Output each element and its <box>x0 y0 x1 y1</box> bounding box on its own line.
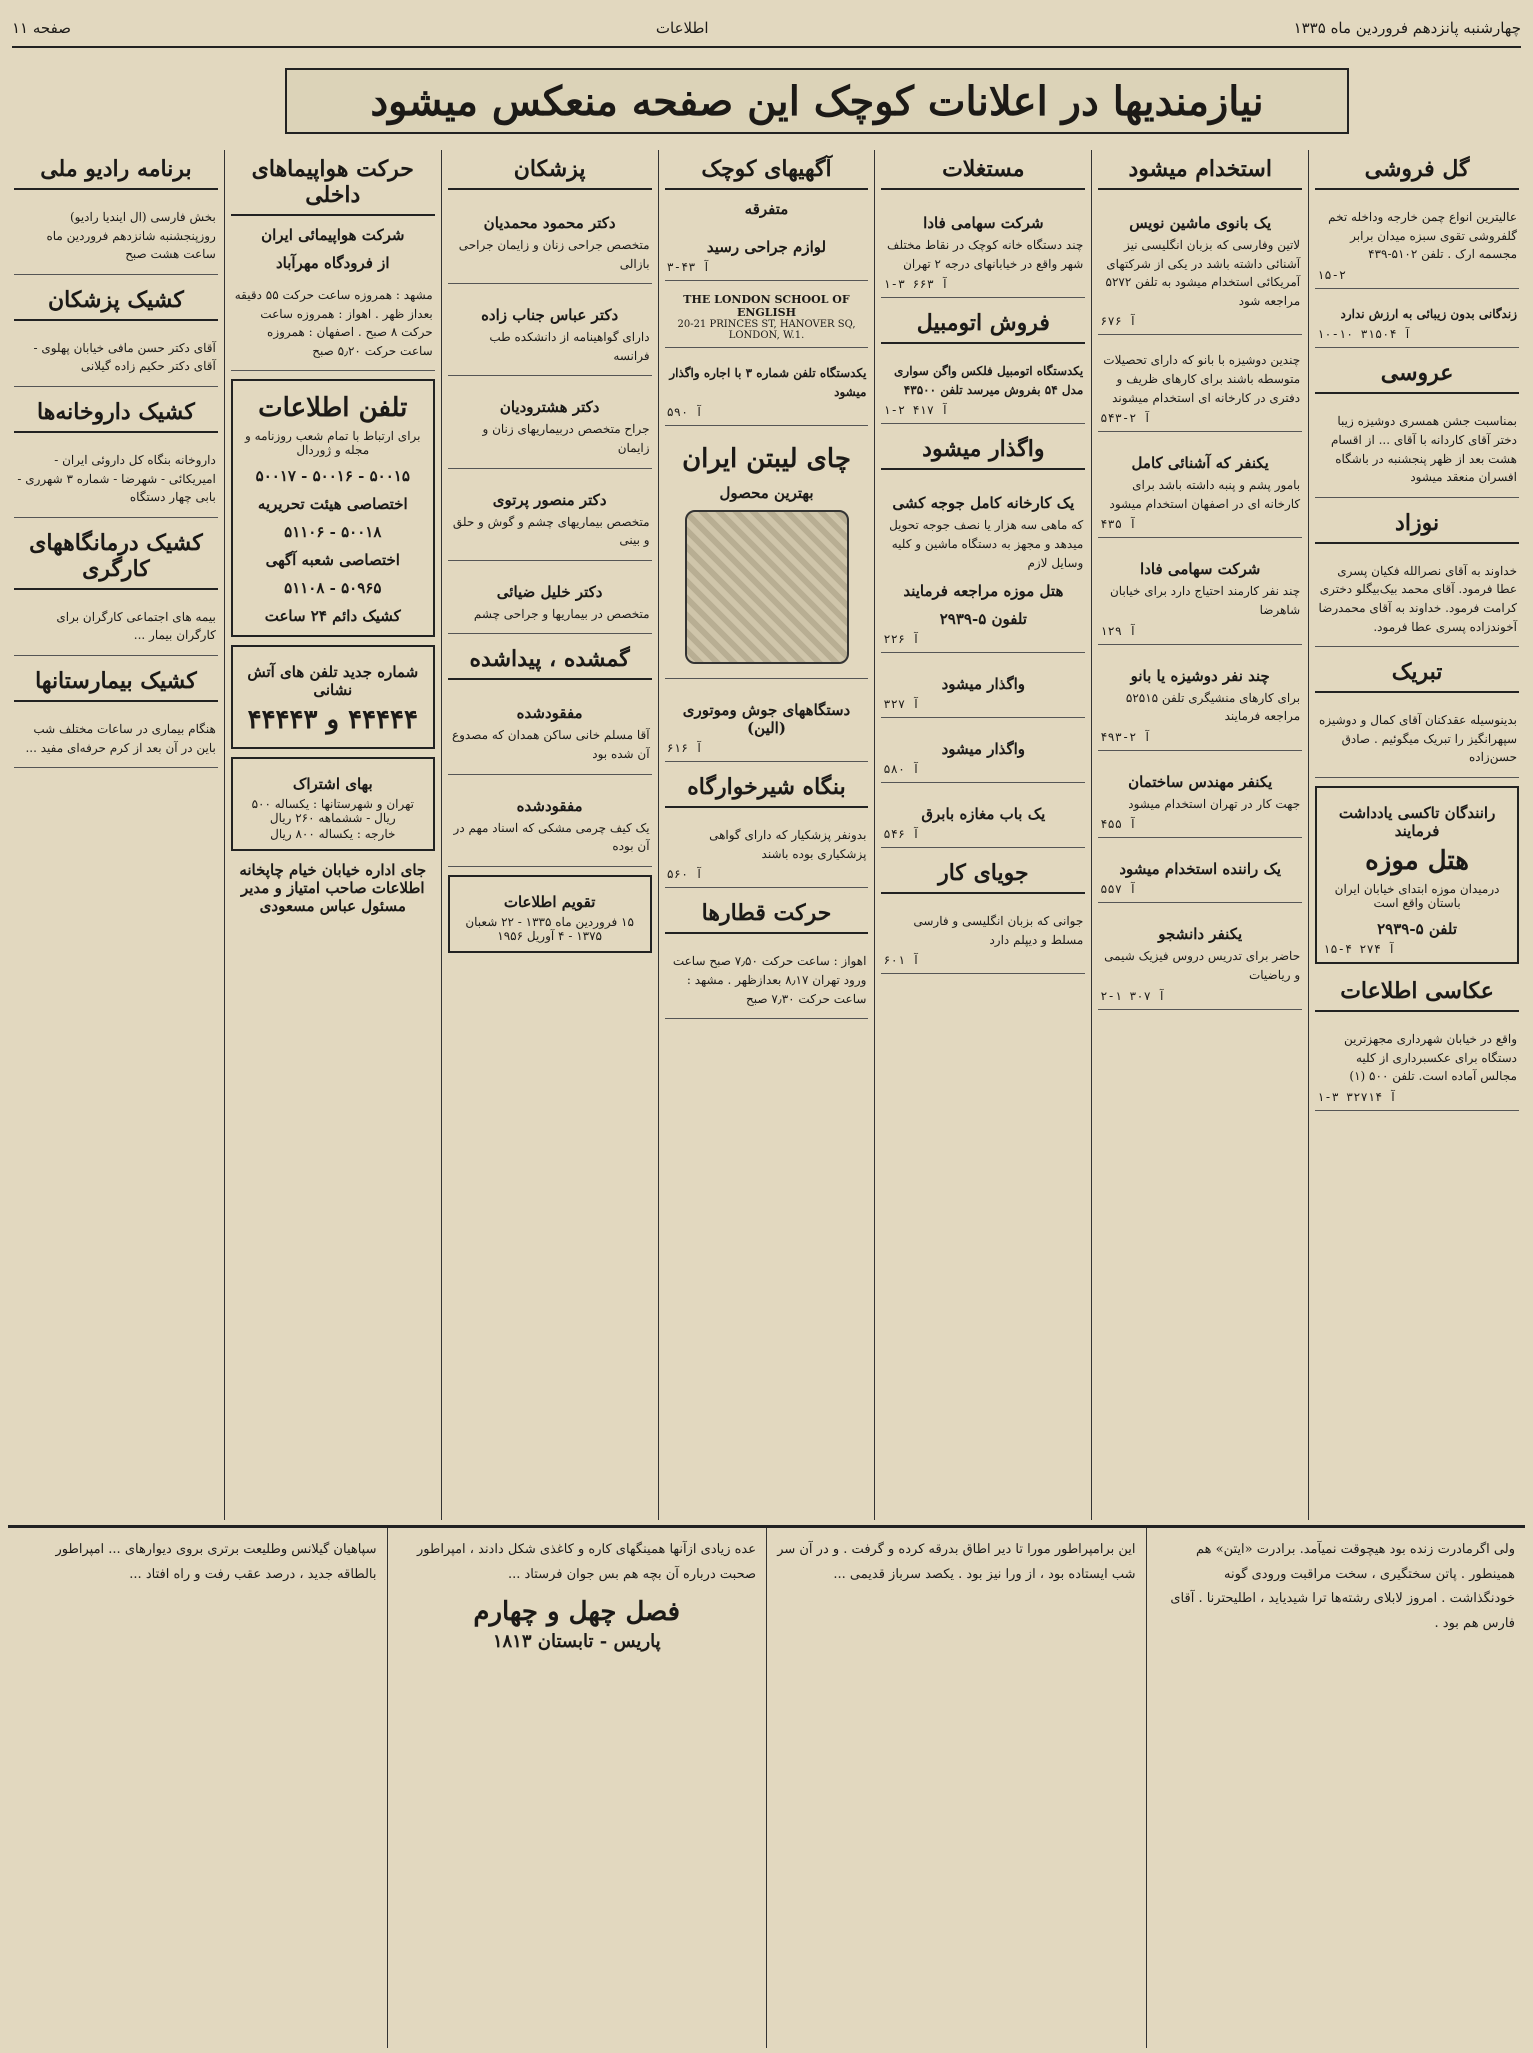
ad-text: چندین دوشیزه با بانو که دارای تحصیلات متوسطه باشند برای کارهای ظریف و دفتری در کارخانه ای استخدام میشوند <box>1103 353 1301 405</box>
ad-title: شرکت سهامی فادا <box>1140 560 1261 579</box>
ad <box>1315 402 1519 497</box>
page-number: صفحه ۱۱ <box>12 19 71 37</box>
sub-heading: شماره جدید تلفن های آتش نشانی <box>247 663 419 700</box>
story-column <box>8 1528 387 2048</box>
ad-code: آ ۵۴۶ <box>883 827 920 842</box>
ad-code: آ ۴۳۵ <box>1100 517 1137 532</box>
ad-text: یک کیف چرمی مشکی که اسناد مهم در آن بوده <box>453 820 650 854</box>
ad <box>1098 757 1302 839</box>
ad <box>1098 844 1302 903</box>
print-note: جای اداره خیابان خیام چاپخانه اطلاعات صاحب امتیاز و مدیر مسئول عباس مسعودی <box>239 861 427 916</box>
ad-title: رانندگان تاکسی یادداشت فرمایند <box>1338 803 1496 840</box>
ad <box>1098 651 1302 751</box>
ad-code: ۴۹۳-۲ آ <box>1100 729 1151 744</box>
ad-title: دستگاههای جوش وموتوری (الین) <box>682 701 851 738</box>
ad-text: متخصص جراحی زنان و زایمان جراحی بازالی <box>458 238 650 271</box>
ad-text: اهواز : ساعت حرکت ۷٫۵۰ صبح ساعت ورود تهران ۸٫۱۷ بعدازظهر . مشهد : ساعت حرکت ۷٫۳۰ صبح <box>672 954 867 1006</box>
ad-title: هتل موزه مراجعه فرمایند <box>903 582 1064 601</box>
ad-title: دکتر عباس جناب زاده <box>481 306 619 325</box>
ad-text: آقای دکتر حسن مافی خیابان پهلوی - آقای دکتر حکیم زاده گیلانی <box>33 340 216 374</box>
ad-code: ۱-۲ آ ۴۱۷ <box>883 403 949 418</box>
ad <box>881 902 1085 974</box>
ad-text: بدینوسیله عقدکنان آقای کمال و دوشیزه سپهرانگیز را تبریک میگوئیم . صادق حسن‌زاده <box>1319 713 1517 765</box>
ad-code: آ ۵۵۷ <box>1100 882 1137 897</box>
ad-text: چند نفر کارمند احتیاج دارد برای خیابان شاهرضا <box>1109 584 1301 617</box>
ad-phone: تلفون ۵-۲۹۳۹ <box>939 610 1027 629</box>
ad-text: جهت کار در تهران استخدام میشود <box>1128 796 1301 811</box>
sub-heading: از فرودگاه مهرآباد <box>275 254 390 272</box>
column-jobs <box>1091 150 1308 1520</box>
ad-title: دکتر هشترودیان <box>499 398 600 417</box>
ad-code: ۱۵-۲ <box>1317 267 1347 282</box>
ad <box>448 567 652 635</box>
tea-title: چای لیبتن ایران <box>682 444 851 475</box>
ad-text: حاضر برای تدریس دروس فیزیک شیمی و ریاضیات <box>1104 949 1301 982</box>
ad-code: آ ۵۶۰ <box>666 867 703 882</box>
phone-numbers: ۵۰۹۶۵ - ۵۱۱۰۸ <box>284 579 382 598</box>
ad-text: بدونفر پزشکیار که دارای گواهی پزشکیاری بوده باشند <box>709 828 867 861</box>
column-radio <box>8 150 224 1520</box>
section-heading: برنامه رادیو ملی <box>14 150 218 190</box>
ad-code: ۱۵-۴ آ ۲۷۴ <box>1323 941 1396 956</box>
ad-text: بخش فارسی (ال ایندیا رادیو) روزپنجشنبه شانزدهم فروردین ماه ساعت هشت صبح <box>46 210 216 262</box>
story-text: این برامپراطور مورا تا دیر اطاق بدرقه کرده و گرفت . و در آن سر شب ایستاده بود ، از ورا نیز بود . یکصد سرباز قدیمی ... <box>777 1542 1136 1582</box>
ad <box>665 816 869 888</box>
ad-text: واقع در خیابان شهرداری مجهزترین دستگاه برای عکسبرداری از کلیه مجالس آماده است. تلفن ۵۰۰ (۱) <box>1344 1031 1517 1084</box>
calendar-heading: تقویم اطلاعات <box>503 892 596 911</box>
ad-code: ۲-۱ آ ۳۰۷ <box>1100 988 1166 1003</box>
ad-text: برای ارتباط با تمام شعب روزنامه و مجله و ژوردال <box>245 429 421 458</box>
ad <box>881 478 1085 653</box>
ad-text: بمناسبت جشن همسری دوشیزه زیبا دختر آقای کاردانه با آقای ... از اقسام هشت بعد از ظهر پنجشنبه در باشگاه افسران منعقد میشود <box>1331 414 1517 485</box>
ad-code: ۱-۳ آ ۶۶۳ <box>883 277 949 292</box>
ad-text: عالیترین انواع چمن خارجه وداخله تخم گلفروشی تقوی سبزه میدان برابر مجسمه ارک . تلفن ۵۱۰۲-۴۳۹ <box>1328 210 1517 262</box>
section-heading: کشیک پزشکان <box>14 281 218 321</box>
ad <box>665 942 869 1019</box>
ad-code: آ ۴۳-۳ <box>666 260 710 274</box>
ad <box>448 290 652 376</box>
chapter-title: فصل چهل و چهارم <box>473 1597 681 1628</box>
ad <box>881 659 1085 718</box>
ad-code: آ ۵۸۰ <box>883 762 920 777</box>
ad <box>231 276 435 371</box>
subscription-box <box>231 757 435 851</box>
ad-code: آ ۶۱۶ <box>666 741 703 756</box>
ad <box>14 710 218 768</box>
ad <box>14 198 218 275</box>
ad <box>1098 341 1302 432</box>
ad-text: جراح متخصص دربیماریهای زنان و زایمان <box>482 422 650 455</box>
ad <box>1098 544 1302 644</box>
ad-title: چند نفر دوشیزه یا بانو <box>1130 666 1270 685</box>
ad <box>1315 198 1519 289</box>
ad-title: واگذار میشود <box>941 675 1026 694</box>
ad-title: یک بانوی ماشین نویس <box>1129 214 1272 232</box>
ad-title: یک راننده استخدام میشود <box>1119 860 1282 879</box>
ad <box>1098 198 1302 335</box>
classifieds-banner: نیازمندیها در اعلانات کوچک این صفحه منعکس میشود <box>285 68 1349 134</box>
issue-date: چهارشنبه‌ پانزدهم فروردین ماه ۱۳۳۵ <box>1293 19 1521 37</box>
ad-text: بیمه های اجتماعی کارگران برای کارگران بیمار ... <box>56 609 216 643</box>
section-heading: نوزاد <box>1315 504 1519 544</box>
section-heading: کشیک بیمارستانها <box>14 662 218 702</box>
ad-text: داروخانه بنگاه کل داروئی ایران - امیریکائی - شهرضا - شماره ۳ شهرری - بابی چهار دستگاه <box>17 452 216 505</box>
ad-code: آ ۳۲۷ <box>883 697 920 712</box>
tea-subtitle: بهترین محصول <box>719 484 814 503</box>
ad <box>14 329 218 387</box>
section-heading: تبریک <box>1315 653 1519 693</box>
ad-text: مشهد : همروزه ساعت حرکت ۵۵ دقیقه بعداز ظهر . اهواز : همروزه ساعت حرکت ۸ صبح . اصفهان : همروزه ساعت حرکت ۵٫۲۰ صبح <box>234 288 433 358</box>
hotel-name: هتل موزه <box>1365 845 1469 876</box>
tea-ad <box>665 432 869 679</box>
ad <box>448 475 652 561</box>
ad <box>14 598 218 656</box>
ad-text: خداوند به آقای نصرالله فکیان پسری عطا فرمود. آقای محمد بیک‌بیگلو دختری کرامت فرمود. خداوند به آقای محمدرضا آخوندزاده پسری عطا فرمود. <box>1318 563 1517 634</box>
ad-title: یکنفر که آشنائی کامل <box>1131 454 1269 473</box>
ad-text: درمیدان موزه ابتدای خیابان ایران باستان واقع است <box>1334 881 1500 910</box>
ad-title: دکتر خلیل ضیائی <box>496 582 603 601</box>
ad-title: لوازم جراحی رسید <box>706 238 827 256</box>
column-flowers <box>1308 150 1525 1520</box>
ad <box>448 382 652 468</box>
ad-code: آ ۱۲۹ <box>1100 623 1137 638</box>
ad-code: ۵۴۳-۲ آ <box>1100 411 1151 426</box>
page-header <box>12 10 1521 48</box>
school-name: THE LONDON SCHOOL OF ENGLISH <box>683 293 850 319</box>
ad-text: هنگام بیماری در ساعات مختلف شب باین در آن بعد از کرم حرفه‌ای مفید ... <box>25 721 216 755</box>
ad-text: جوانی که بزبان انگلیسی و فارسی مسلط و دیپلم دارد <box>913 914 1084 947</box>
phone-numbers: ۵۰۰۱۵ - ۵۰۰۱۶ - ۵۰۰۱۷ <box>255 467 410 486</box>
ad <box>1315 1020 1519 1111</box>
phone-numbers: ۵۰۰۱۸ - ۵۱۱۰۶ <box>284 523 382 542</box>
hotel-phone: تلفن ۵-۲۹۳۹ <box>1377 919 1458 938</box>
ad <box>448 781 652 867</box>
ad-code: آ ۶۰۱ <box>883 953 920 968</box>
section-heading: عکاسی اطلاعات <box>1315 972 1519 1012</box>
ad-title: دکتر محمود محمدیان <box>483 214 616 232</box>
ad-text: متخصص بیماریهای چشم و گوش و حلق و بینی <box>452 514 650 548</box>
ad <box>1315 701 1519 778</box>
ad <box>448 688 652 774</box>
sub-heading: اختصاصی شعبه آگهی <box>265 551 400 570</box>
ad-title: یک باب مغازه بابرق <box>921 805 1046 824</box>
ad-text: برای کارهای منشیگری تلفن ۵۲۵۱۵ مراجعه فرمایند <box>1125 690 1301 724</box>
tea-box-image <box>685 510 849 664</box>
ad <box>14 441 218 518</box>
sub-heading: متفرقه <box>744 200 789 218</box>
ad-text: زندگانی بدون زیبائی به ارزش ندارد <box>1340 306 1517 321</box>
section-heading: آگهیهای کوچک <box>665 150 869 190</box>
section-heading: حرکت قطارها <box>665 894 869 934</box>
story-column <box>1146 1528 1526 2048</box>
story-text: سپاهیان گیلانس وطلیعت برتری بروی دیوارهای ... امپراطور بالطاقه جدید ، درصد عقب رفت و راه افتاد ... <box>55 1542 377 1582</box>
ad-title: شرکت سهامی فادا <box>923 214 1044 232</box>
section-heading: فروش اتومبیل <box>881 304 1085 344</box>
column-flights <box>224 150 441 1520</box>
ad-title: یکنفر دانشجو <box>1158 925 1243 944</box>
ad-text: یکدستگاه تلفن شماره ۳ با اجاره واگذار میشود <box>669 366 867 399</box>
ad-text: بامور پشم و پنبه داشته باشد برای کارخانه ای در اصفهان استخدام میشود <box>1109 478 1301 511</box>
section-heading: کشیک داروخانه‌ها <box>14 393 218 433</box>
column-doctors <box>441 150 658 1520</box>
ad <box>1315 295 1519 349</box>
ad <box>665 354 869 426</box>
school-address: 20-21 PRINCES ST, HANOVER SQ, LONDON, W.1. <box>677 319 856 341</box>
calendar-text: ۱۵ فروردین ماه ۱۳۳۵ - ۲۲ شعبان ۱۳۷۵ - ۴ آوریل ۱۹۵۶ <box>465 914 634 943</box>
ad-text: تهران و شهرستانها : یکساله ۵۰۰ ریال - ششماهه ۲۶۰ ریال <box>251 797 414 826</box>
ad <box>881 789 1085 848</box>
ad-text: متخصص در بیماریها و جراحی چشم <box>473 606 650 621</box>
ad <box>881 352 1085 424</box>
section-heading: مستغلات <box>881 150 1085 190</box>
ad-code: ۶۷۶ آ <box>1100 314 1137 329</box>
serial-story <box>8 1525 1525 2048</box>
section-heading: عروسی <box>1315 354 1519 394</box>
story-column <box>387 1528 767 2048</box>
column-estate <box>874 150 1091 1520</box>
chapter-subtitle: پاریس - تابستان ۱۸۱۳ <box>492 1631 661 1653</box>
section-heading: پزشکان <box>448 150 652 190</box>
sub-heading: بهای اشتراک <box>292 775 373 794</box>
ad-text: آقا مسلم خانی ساکن همدان که مصدوع آن شده بود <box>451 728 650 761</box>
ad-text: خارجه : یکساله ۸۰۰ ریال <box>270 827 396 842</box>
story-text: عده زیادی ازآنها همینگهای کاره و کاغذی شکل دادند ، امپراطور صحبت درباره آن بچه هم بس جوان فرستاد ... <box>417 1542 756 1582</box>
sub-heading: شرکت هواپیمائی ایران <box>261 226 405 244</box>
phone-box <box>231 379 435 637</box>
ad <box>881 724 1085 783</box>
paper-name: اطلاعات <box>655 19 709 37</box>
ad-text: چند دستگاه خانه کوچک در نقاط مختلف شهر واقع در خیابانهای درجه ۲ تهران <box>887 238 1084 271</box>
ad-text: یکدستگاه اتومبیل فلکس واگن سواری مدل ۵۴ بفروش میرسد تلفن ۴۳۵۰۰ <box>894 364 1084 397</box>
story-text: ولی اگرمادرت زنده بود هیچوقت نمیآمد. برادرت «ایتن» هم همینطور . پاتن سختگیری ، سخت مراقبت ورودی گونه خودنگذاشت . امروز لابلای رشته‌ها ترا شیدیاید ، اطلیحترنا . آقای فارس هم بود . <box>1170 1542 1515 1632</box>
section-heading: حرکت هواپیماهای داخلی <box>231 150 435 216</box>
ad-text: لاتین وفارسی که بزبان انگلیسی نیز آشنائی داشته باشد در یکی از شرکتهای آمریکائی استخدام میشود به تلفن ۵۲۷۲ مراجعه شود <box>1105 238 1301 308</box>
ad-title: مفقودشده <box>516 796 583 815</box>
ad-code: ۱-۳ آ ۳۲۷۱۴ <box>1317 1089 1397 1104</box>
ad-title: واگذار میشود <box>941 740 1026 759</box>
section-heading: استخدام میشود <box>1098 150 1302 190</box>
ad-code: آ ۴۵۵ <box>1100 817 1137 832</box>
section-heading: گمشده ، پیداشده <box>448 640 652 680</box>
ad-code: آ ۲۲۶ <box>883 632 920 647</box>
ad <box>881 198 1085 298</box>
hotel-ad <box>1315 786 1519 964</box>
column-small-ads <box>658 150 875 1520</box>
ad <box>448 198 652 284</box>
ad-title: مفقودشده <box>516 704 583 723</box>
ad-text: که ماهی سه هزار یا نصف جوجه تحویل میدهد و مجهز به دستگاه ماشین و کلیه وسایل لازم <box>889 518 1084 570</box>
ad-code: آ ۵۹۰ <box>666 405 703 420</box>
story-column <box>766 1528 1146 2048</box>
calendar-box <box>448 875 652 953</box>
section-heading: جویای کار <box>881 854 1085 894</box>
fire-box <box>231 645 435 749</box>
section-heading: بنگاه شیرخوارگاه <box>665 768 869 808</box>
ad-code: ۱۰-۱۰ آ ۳۱۵۰۴ <box>1317 327 1412 342</box>
ad <box>665 222 869 281</box>
fire-phone: ۴۴۴۴۴ و ۴۴۴۴۳ <box>247 705 418 736</box>
phone-heading: تلفن اطلاعات <box>258 393 408 424</box>
section-heading: گل فروشی <box>1315 150 1519 190</box>
section-heading: کشیک درمانگاههای کارگری <box>14 524 218 590</box>
ad <box>1098 438 1302 538</box>
sub-heading: اختصاصی هیئت تحریریه <box>257 495 408 514</box>
ad-title: دکتر منصور پرتوی <box>492 490 607 509</box>
ad <box>1315 552 1519 647</box>
section-heading: واگذار میشود <box>881 430 1085 470</box>
ad-title: یک کارخانه کامل جوجه کشی <box>892 494 1075 513</box>
sub-heading: کشیک دائم ۲۴ ساعت <box>264 607 401 626</box>
ad-title: یکنفر مهندس ساختمان <box>1128 772 1273 791</box>
school-ad <box>665 287 869 348</box>
classifieds-columns <box>8 150 1525 1520</box>
ad <box>665 685 869 762</box>
ad <box>1098 909 1302 1009</box>
ad-text: دارای گواهینامه از دانشکده طب فرانسه <box>489 330 650 363</box>
